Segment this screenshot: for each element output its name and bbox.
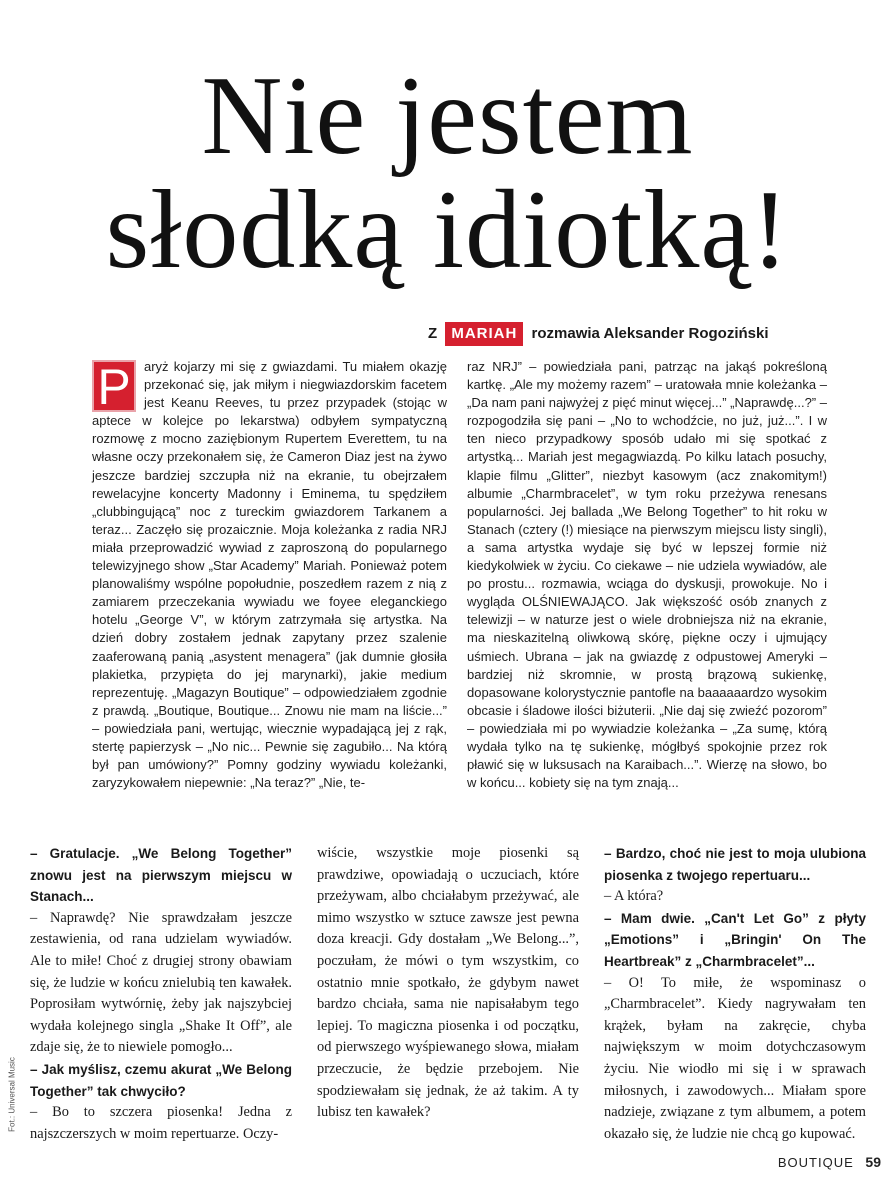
intro-column-2 xyxy=(467,358,827,792)
interview-answer: – Naprawdę? Nie sprawdzałam jeszcze zestawienia, od rana udzielam wywiadów. Ale to miłe! Choć z drugiej strony obawiam się, że ludzie w końcu znielubią ten kawałek. Poprosiłam wytwórnię, żeby jak najszybciej wydała kolejnego singla „Shake It Off”, ale zdaje się, że to niewiele pomogło... xyxy=(30,909,292,1056)
byline xyxy=(428,322,868,346)
interview-column-2 xyxy=(317,843,579,1124)
interview-answer: wiście, wszystkie moje piosenki są prawdziwe, opowiadają o uczuciach, które przeżywam, albo chciałabym przeżywać, ale mimo wszystko w sztuce zawsze jest pewna doza kreacji. Gdy dostałam „We Belong...”, poczułam, że mówi o tym wszystkim, co ostatnio mnie spotkało, że gdybym nawet bardzo chciała, sama nie napisałabym tego lepiej. To magiczna piosenka i od początku, od pierwszego wyśpiewanego słowa, miałam przeczucie, że będzie przebojem. Nie spodziewałam się jednak, że aż takim. A ty lubisz ten kawałek? xyxy=(317,845,579,1121)
headline-line-2: słodką idiotką! xyxy=(105,168,790,292)
intro-text-1: aryż kojarzy mi się z gwiazdami. Tu miałem okazję przekonać się, jak miłym i niegwiazdorskim facetem jest Keanu Reeves, tu przez przypadek (stojąc w aptece w kolejce po lekarstwa) odbyłem sympatyczną rozmowę z mocno zaziębionym Rupertem Everettem, tu na własne oczy przekonałem się, że Cameron Diaz jest na żywo jeszcze bardziej szczupła niż na ekranie, tu obejrzałem rewelacyjne koncerty Madonny i Eminema, tu spędziłem „clubbingującą” noc z tureckim gwiazdorem Tarkanem a teraz... Zaczęło się prozaicznie. Moja koleżanka z radia NRJ miała przeprowadzić wywiad z zaproszoną do popularnego telewizyjnego show „Star Academy” Mariah. Ponieważ potem planowaliśmy wspólne popołudnie, poszedłem razem z nią z zamiarem przeczekania wywiadu we foyee eleganckiego hotelu „George V”, w którym zatrzymała się artystka. Na dzień dobry zostałem jednak zapytany przez szalenie zaaferowaną panią „asystent menagera” (jak dumnie głosiła plakietka, przypięta do jej marynarki), jakie medium reprezentuję. „Magazyn Boutique” – odpowiedziałem zgodnie z prawdą. „Boutique, Boutique... Znowu nie mam na liście...” – powiedziała pani, wertując, wiecznie wypadającą jej z rąk, stertę papierzysk – „No nic... Pewnie się zagubiło... Na którą był pan umówiony?” Pomny godziny wywiadu koleżanki, zaryzykowałem niepewnie: „Na teraz?” „Nie, te- xyxy=(92,359,447,791)
interview-column-3 xyxy=(604,843,866,1145)
page-number: 59 xyxy=(865,1154,881,1170)
intro-text-2: raz NRJ” – powiedziała pani, patrząc na jakąś pokreśloną kartkę. „Ale my możemy razem” – uratowała mnie koleżanka – „Da nam pani najwyżej z pięć minut więcej...” „Naprawdę...?” – rozpogodziła się pani – „No to wchodźcie, no już, już...”. I w ten nieco przypadkowy sposób udało mi się spotkać z artystką... Mariah jest megagwiazdą. Po kilku latach posuchy, klapie filmu „Glitter”, niezbyt kasowym (acz znakomitym!) albumie „Charmbracelet”, w tym roku przeżywa renesans popularności. Jej ballada „We Belong Together” to hit roku w Stanach (cztery (!) miesiące na pierwszym miejscu listy singli), a sama artystka wydaje się być w lepszej formie niż kiedykolwiek w życiu. Co ciekawe – nie udziela wywiadów, ale po prostu... rozmawia, wciąga do dyskusji, prowokuje. No i wygląda OLŚNIEWAJĄCO. Jak większość osób znanych z telewizji – w naturze jest o wiele drobniejsza niż na ekranie, ma nieskazitelną oliwkową skórę, piękne oczy i ujmujący uśmiech. Ubrana – jak na gwiazdę z odpustowej Ameryki – bardziej niż skromnie, w prostą brązową sukienkę, dopasowane kolorystycznie pantofle na baaaaaardzo wysokim obcasie i śladowe ilości biżuterii. „Nie daj się zwieźć pozorom” – powiedziała mi po wywiadzie koleżanka – „Za sumę, którą wydała tylko na tę sukienkę, mógłbyś spokojnie przez rok pławić się w luksusach na Karaibach...”. Wierzę na słowo, bo w końcu... kobiety się na tym znają... xyxy=(467,359,827,791)
page-footer xyxy=(778,1154,881,1170)
headline-line-1: Nie jestem xyxy=(201,54,694,178)
intro-column-1 xyxy=(92,358,447,792)
interview-question: – Bardzo, choć nie jest to moja ulubiona piosenka z twojego repertuaru... xyxy=(604,846,866,883)
interview-answer: – A która? xyxy=(604,888,664,905)
drop-cap: P xyxy=(92,360,136,412)
interview-column-1 xyxy=(30,843,292,1145)
interview-question: – Jak myślisz, czemu akurat „We Belong Together” tak chwyciło? xyxy=(30,1061,292,1099)
interview-question: – Gratulacje. „We Belong Together” znowu jest na pierwszym miejscu w Stanach... xyxy=(30,846,292,905)
byline-prefix: Z xyxy=(428,325,438,342)
byline-name-tag: MARIAH xyxy=(445,322,523,346)
interview-answer: – O! To miłe, że wspominasz o „Charmbracelet”. Kiedy nagrywałam ten krążek, byłam na zakręcie, chyba największym w moim dotychczasowym życiu. Nie wiodło mi się i w sprawach miłosnych, i zawodowych... Miałam spore nadzieje, związane z tym albumem, a potem okazało się, że ludzie nie chcą go kupować. xyxy=(604,974,866,1142)
photo-credit: Fot.: Universal Music xyxy=(7,1057,17,1132)
byline-author: rozmawia Aleksander Rogoziński xyxy=(531,325,769,342)
interview-answer: – Bo to szczera piosenka! Jedna z najszczerszych w moim repertuarze. Oczy- xyxy=(30,1104,292,1142)
interview-question: – Mam dwie. „Can't Let Go” z płyty „Emotions” i „Bringin' On The Heartbreak” z „Charmbracelet”... xyxy=(604,910,866,969)
magazine-name: BOUTIQUE xyxy=(777,1155,854,1170)
